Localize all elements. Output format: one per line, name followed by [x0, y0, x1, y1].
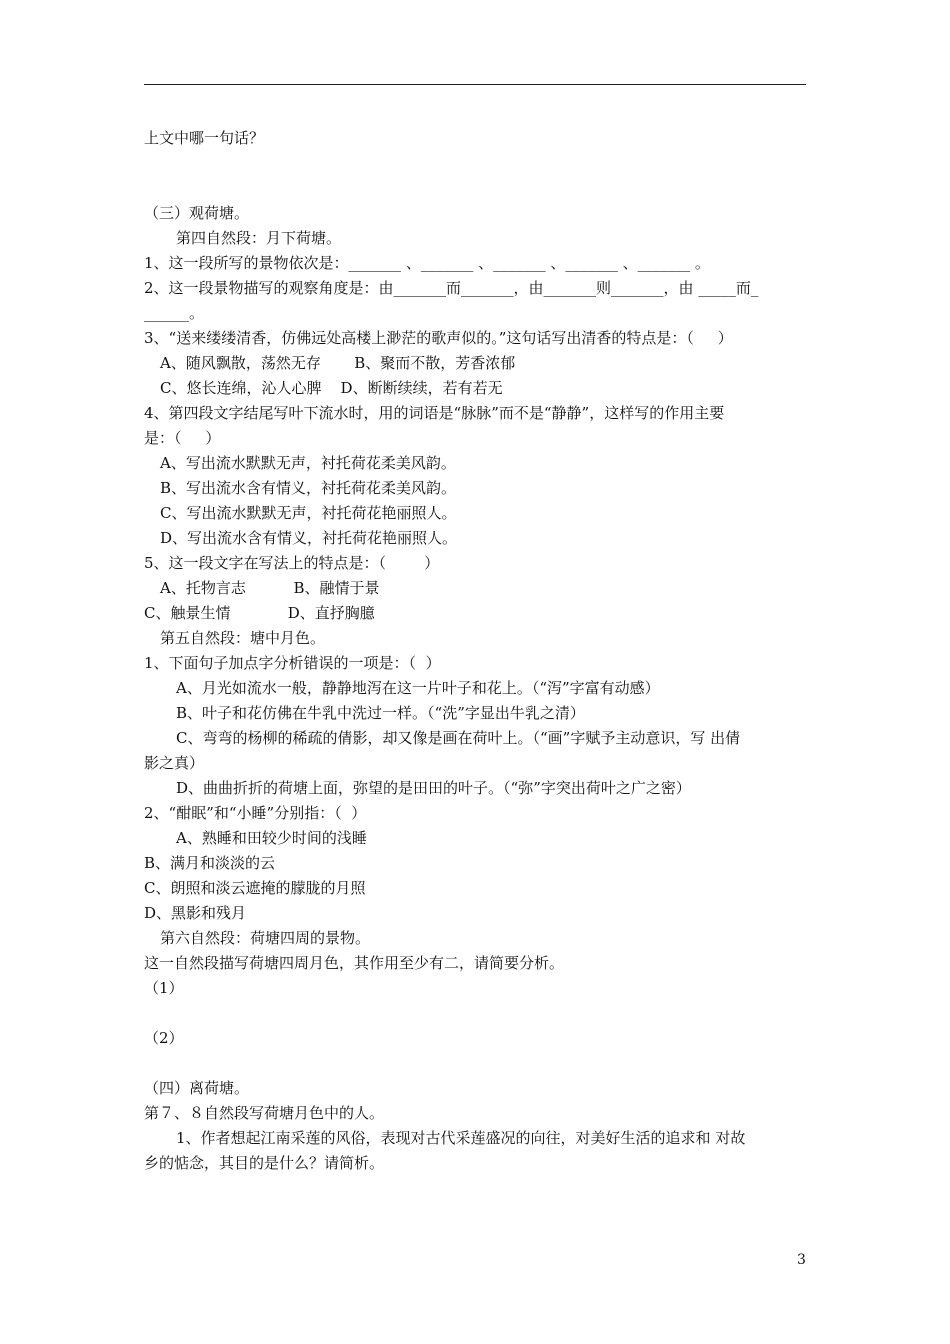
option-line: D、黑影和残月 — [144, 904, 247, 922]
option-line: B、写出流水含有情义，衬托荷花柔美风韵。 — [160, 479, 457, 497]
option-line: B、叶子和花仿佛在牛乳中洗过一样。（“洗”字显出牛乳之清） — [176, 704, 585, 722]
question: 5、这一段文字在写法上的特点是：（ ） — [144, 554, 440, 572]
option-line: C、弯弯的杨柳的稀疏的倩影，却又像是画在荷叶上。（“画”字赋予主动意识，写 出倩 — [176, 729, 741, 747]
text-line: 上文中哪一句话？ — [144, 129, 265, 147]
question-continuation: 乡的惦念，其目的是什么？请简析。 — [144, 1154, 385, 1172]
question: 2、这一段景物描写的观察角度是：由_______而_______，由_______则_______，由 _____而_ — [144, 279, 759, 297]
section-heading: （三）观荷塘。 — [144, 204, 250, 222]
option-line: A、熟睡和田较少时间的浅睡 — [176, 829, 367, 847]
question: 3、“送来缕缕清香，仿佛远处高楼上渺茫的歌声似的。”这句话写出清香的特点是：（ ） — [144, 329, 733, 347]
question: 1、下面句子加点字分析错误的一项是：（ ） — [144, 654, 441, 672]
question-continuation: 是：（ ） — [144, 429, 221, 447]
question: 1、作者想起江南采莲的风俗，表现对古代采莲盛况的向往，对美好生活的追求和 对故 — [176, 1129, 746, 1147]
question: 2、“酣眠”和“小睡”分别指：（ ） — [144, 804, 367, 822]
option-continuation: 影之真） — [144, 754, 205, 772]
option-line: C、朗照和淡云遮掩的朦胧的月照 — [144, 879, 366, 897]
option-line: A、托物言志 B、融情于景 — [160, 579, 380, 597]
paragraph-heading: 第五自然段：塘中月色。 — [160, 629, 326, 647]
option-line: D、曲曲折折的荷塘上面，弥望的是田田的叶子。（“弥”字突出荷叶之广之密） — [176, 779, 691, 797]
option-line: C、触景生情 D、直抒胸臆 — [144, 604, 375, 622]
option-line: A、写出流水默默无声，衬托荷花柔美风韵。 — [160, 454, 456, 472]
question: 4、第四段文字结尾写叶下流水时，用的词语是“脉脉”而不是“静静”，这样写的作用主要 — [144, 404, 725, 422]
paragraph-heading: 第７、８自然段写荷塘月色中的人。 — [144, 1104, 385, 1122]
section-heading: （四）离荷塘。 — [144, 1079, 250, 1097]
header-rule — [144, 84, 806, 85]
option-line: A、月光如流水一般，静静地泻在这一片叶子和花上。（“泻”字富有动感） — [176, 679, 660, 697]
option-line: C、写出流水默默无声，衬托荷花艳丽照人。 — [160, 504, 457, 522]
question: 这一自然段描写荷塘四周月色，其作用至少有二，请简要分析。 — [144, 954, 565, 972]
paragraph-heading: 第六自然段：荷塘四周的景物。 — [160, 929, 371, 947]
option-line: B、满月和淡淡的云 — [144, 854, 276, 872]
option-line: A、随风飘散，荡然无存 B、聚而不散，芳香浓郁 — [160, 354, 516, 372]
option-line: C、悠长连绵，沁人心脾 D、断断续续，若有若无 — [160, 379, 503, 397]
answer-slot: （2） — [144, 1029, 184, 1047]
answer-slot: （1） — [144, 979, 184, 997]
question: 1、这一段所写的景物依次是：_______ 、_______ 、_______ 、_______ 、_______ 。 — [144, 254, 710, 272]
option-line: D、写出流水含有情义，衬托荷花艳丽照人。 — [160, 529, 458, 547]
page-number: 3 — [797, 1252, 806, 1268]
question-continuation: ______。 — [144, 304, 205, 322]
paragraph-heading: 第四自然段：月下荷塘。 — [176, 229, 342, 247]
